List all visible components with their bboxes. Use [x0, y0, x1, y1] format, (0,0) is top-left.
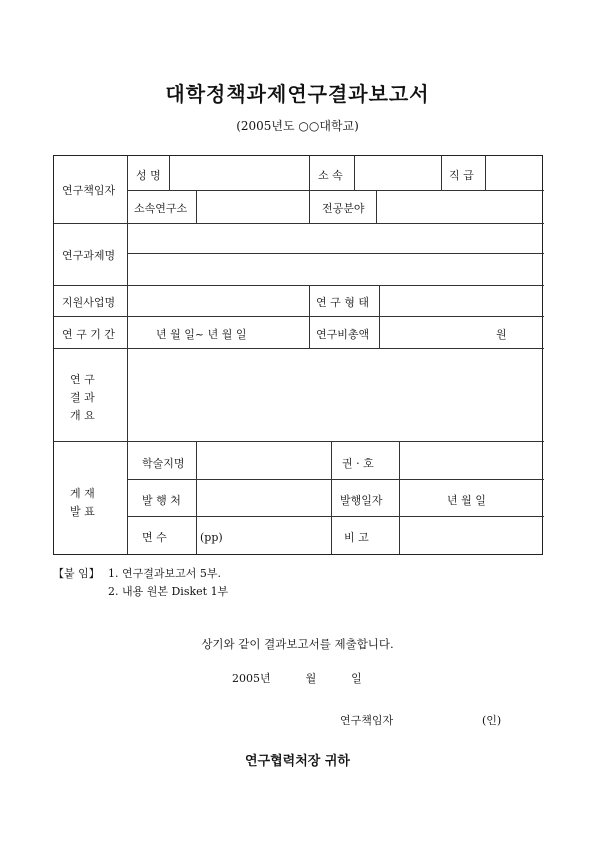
summary-label-line2: 결 과	[70, 391, 95, 404]
remarks-label: 비 고	[344, 531, 369, 544]
publisher-label: 발 행 처	[142, 494, 181, 507]
addressee: 연구협력처장 귀하	[245, 754, 350, 769]
col-line-volume-value	[399, 441, 400, 554]
report-form-table	[53, 155, 543, 555]
row-line-journal	[127, 479, 544, 480]
volume-label: 권 · 호	[342, 457, 374, 470]
research-type-label: 연 구 형 태	[316, 296, 369, 309]
col-line-rank-value	[485, 156, 486, 190]
col-line-rank	[441, 156, 442, 190]
col-line-institute	[196, 190, 197, 223]
budget-label: 연구비총액	[316, 328, 370, 341]
researcher-header: 연구책임자	[62, 184, 116, 197]
col-line-affiliation	[309, 156, 310, 223]
col-line-field	[376, 190, 377, 223]
institute-label: 소속연구소	[134, 202, 188, 215]
document-title: 대학정책과제연구결과보고서	[165, 82, 430, 106]
summary-label-line3: 개 요	[70, 409, 95, 422]
period-label: 연 구 기 간	[62, 328, 115, 341]
signer-label: 연구책임자	[340, 714, 394, 727]
project-title-label: 연구과제명	[62, 249, 116, 262]
pages-label: 면 수	[142, 531, 167, 544]
affiliation-label: 소 속	[318, 169, 343, 182]
pages-unit: (pp)	[200, 531, 223, 544]
col-line-labels	[127, 156, 128, 554]
submission-statement: 상기와 같이 결과보고서를 제출합니다.	[201, 637, 394, 651]
row-line-publisher	[127, 516, 544, 517]
col-line-volume	[331, 441, 332, 554]
field-label: 전공분야	[322, 202, 365, 215]
attachment-item-1: 1. 연구결과보고서 5부.	[108, 567, 221, 580]
date-line: 2005년 월 일	[232, 672, 362, 685]
publication-header-line2: 발 표	[70, 505, 95, 518]
col-line-type	[309, 285, 310, 348]
col-line-type-value	[379, 285, 380, 348]
summary-label-line1: 연 구	[70, 373, 95, 386]
name-label: 성 명	[136, 169, 161, 182]
col-line-journal	[196, 441, 197, 554]
seal-mark: (인)	[482, 714, 502, 727]
document-subtitle: (2005년도 ○○대학교)	[236, 119, 359, 133]
budget-unit: 원	[496, 328, 507, 341]
period-value: 년 월 일~ 년 월 일	[156, 328, 247, 341]
col-line-affiliation-value	[354, 156, 355, 190]
attachment-item-2: 2. 내용 원본 Disket 1부	[108, 585, 229, 598]
rank-label: 직 급	[449, 169, 474, 182]
row-line-name	[127, 190, 544, 191]
col-line-name	[169, 156, 170, 190]
row-line-title-split	[127, 253, 544, 254]
publication-header-line1: 게 재	[70, 487, 95, 500]
pub-date-label: 발행일자	[340, 494, 383, 507]
program-label: 지원사업명	[62, 296, 116, 309]
attachment-label: 【붙 임】	[53, 567, 100, 580]
pub-date-value: 년 월 일	[447, 494, 486, 507]
journal-label: 학술지명	[142, 457, 185, 470]
